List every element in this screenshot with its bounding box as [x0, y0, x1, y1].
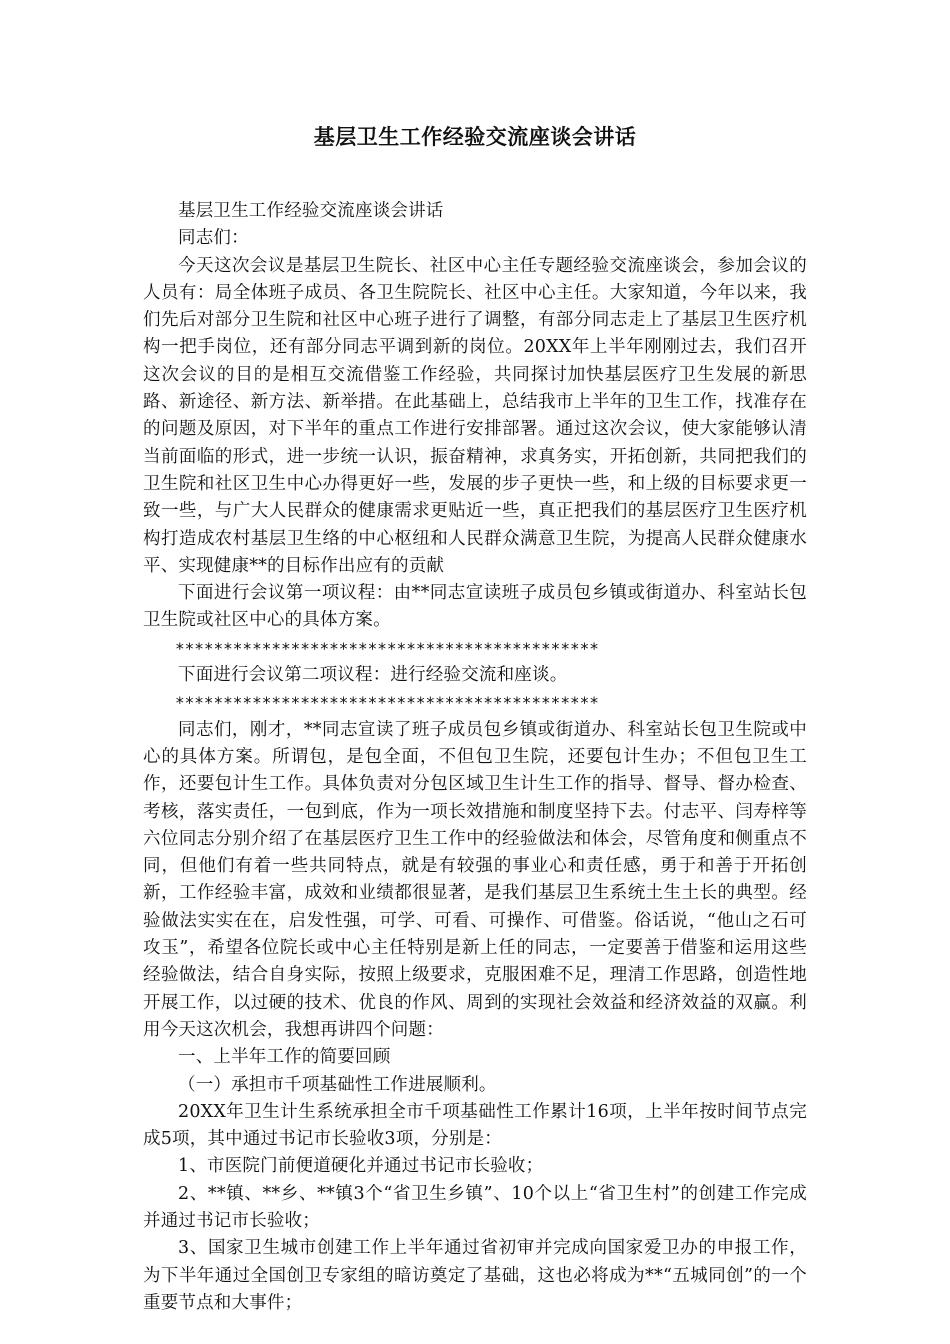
document-body	[143, 198, 807, 1317]
list-item: 1、市医院门前便道硬化并通过书记市长验收；	[178, 1156, 544, 1177]
paragraph-progress: 20XX年卫生计生系统承担全市千项基础性工作累计16项，上半年按时间节点完成5项，其中通过书记市长验收3项，分别是：	[143, 1101, 807, 1150]
subsection-heading: （一）承担市千项基础性工作进展顺利。	[178, 1074, 497, 1095]
section-heading: 一、上半年工作的简要回顾	[178, 1047, 391, 1068]
list-item: 2、**镇、**乡、**镇3个“省卫生乡镇”、10个以上“省卫生村”的创建工作完成并通过书记市长验收；	[143, 1183, 807, 1231]
paragraph-agenda-two: 下面进行会议第二项议程：进行经验交流和座谈。	[178, 665, 568, 686]
paragraph-agenda-one: 下面进行会议第一项议程：由**同志宣读班子成员包乡镇或街道办、科室站长包卫生院或社区中心的具体方案。	[143, 583, 807, 631]
paragraph-opening: 今天这次会议是基层卫生院长、社区中心主任专题经验交流座谈会，参加会议的人员有：局全体班子成员、各卫生院院长、社区中心主任。大家知道，今年以来，我们先后对部分卫生院和社区中心班子进行了调整，有部分同志走上了基层卫生医疗机构一把手岗位，还有部分同志平调到新的岗位。20XX年上半年刚刚过去，我们召开这次会议的目的是相互交流借鉴工作经验，共同探讨加快基层医疗卫生发展的新思路、新途径、新方法、新举措。在此基础上，总结我市上半年的卫生工作，找准存在的问题及原因，对下半年的重点工作进行安排部署。通过这次会议，使大家能够认清当前面临的形式，进一步统一认识，振奋精神，求真务实，开拓创新，共同把我们的卫生院和社区卫生中心办得更好一些，发展的步子更快一些，和上级的目标要求更一致一些，与广大人民群众的健康需求更贴近一些，真正把我们的基层医疗卫生医疗机构打造成农村基层卫生络的中心枢纽和人民群众满意卫生院，为提高人民群众健康水平、实现健康**的目标作出应有的贡献	[143, 255, 807, 576]
paragraph-heading-repeat: 基层卫生工作经验交流座谈会讲话	[178, 201, 444, 221]
separator-stars: ********************************************	[175, 693, 599, 713]
document-title: 基层卫生工作经验交流座谈会讲话	[313, 125, 637, 149]
list-item: 3、国家卫生城市创建工作上半年通过省初审并完成向国家爱卫办的申报工作，为下半年通过全国创卫专家组的暗访奠定了基础，这也必将成为**“五城同创”的一个重要节点和大事件；	[143, 1238, 807, 1313]
paragraph-summary: 同志们，刚才，**同志宣读了班子成员包乡镇或街道办、科室站长包卫生院或中心的具体方案。所谓包，是包全面，不但包卫生院，还要包计生办；不但包卫生工作，还要包计生工作。具体负责对分包区域卫生计生工作的指导、督导、督办检查、考核，落实责任，一包到底，作为一项长效措施和制度坚持下去。付志平、闫寿梓等六位同志分别介绍了在基层医疗卫生工作中的经验做法和体会，尽管角度和侧重点不同，但他们有着一些共同特点，就是有较强的事业心和责任感，勇于和善于开拓创新，工作经验丰富，成效和业绩都很显著，是我们基层卫生系统土生土长的典型。经验做法实实在在，启发性强，可学、可看、可操作、可借鉴。俗话说，“他山之石可攻玉”，希望各位院长或中心主任特别是新上任的同志，一定要善于借鉴和运用这些经验做法，结合自身实际，按照上级要求，克服困难不足，理清工作思路，创造性地开展工作，以过硬的技术、优良的作风、周到的实现社会效益和经济效益的双赢。利用今天这次机会，我想再讲四个问题：	[143, 719, 807, 1040]
paragraph-salutation: 同志们：	[178, 228, 249, 249]
separator-stars: ********************************************	[175, 638, 599, 658]
